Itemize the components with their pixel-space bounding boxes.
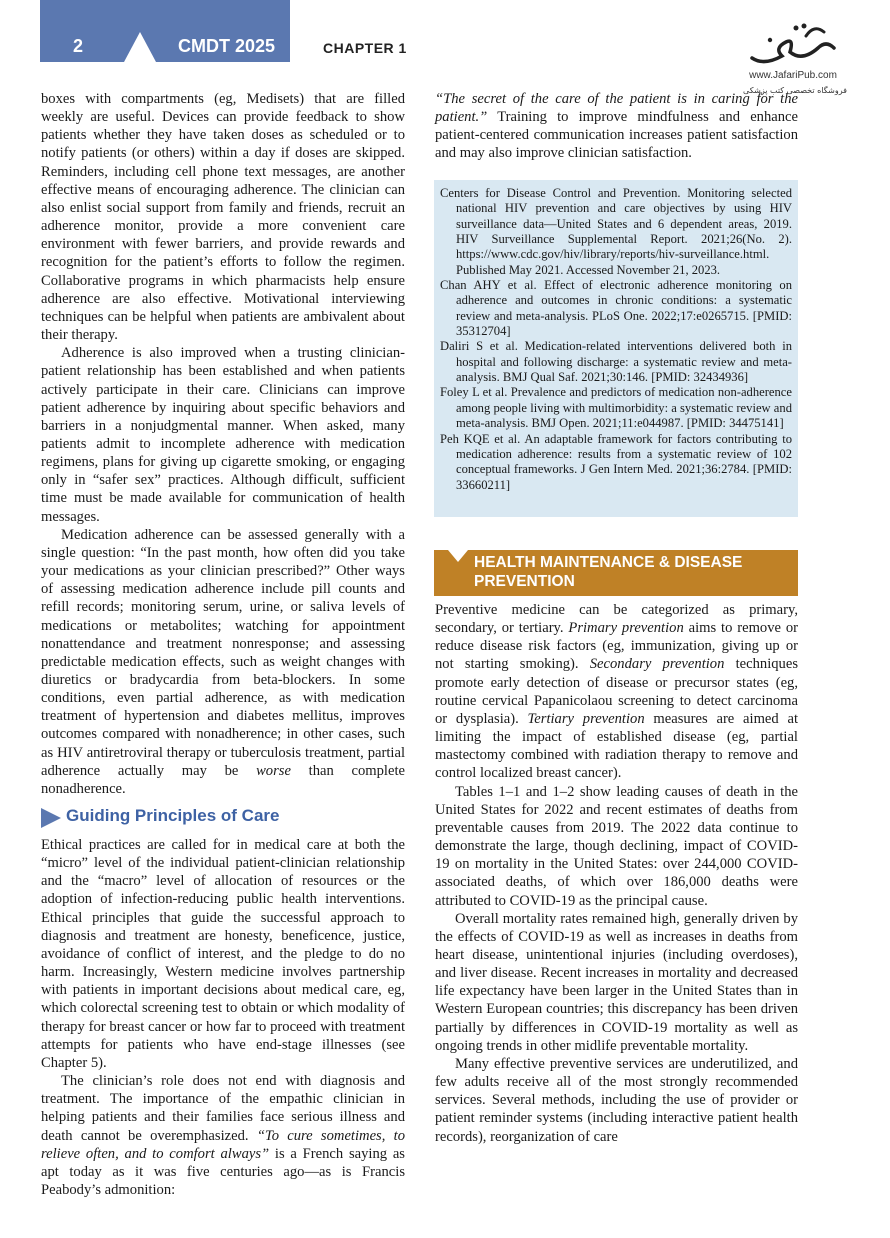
paragraph-peabody-quote: “The secret of the care of the patient is in caring for the patient.” Training to improve mindfulness and enhance patient-centered communication increases patient satisfaction and may also improve clinician satisfaction. [435, 91, 798, 162]
running-header-bar [40, 0, 290, 62]
paragraph-adherence-assessment: Medication adherence can be assessed generally with a single question: “In the past month, how often did you take your medications as your clinician prescribed?” Other ways of assessing medication adherence include pill counts and refill records; monitoring serum, urine, or saliva levels of medications or metabolites; watching for appointment nonattendance and treatment nonresponse; and assessing predictable medication effects, such as weight changes with diuretics or bradycardia from beta-blockers. In some conditions, even partial adherence, as with medication treatment of hypertension and diabetes mellitus, improves outcomes compared with nonadherence; in other cases, such as HIV antiretroviral therapy or tuberculosis treatment, partial adherence actually may be worse than complete nonadherence. [41, 526, 405, 797]
right-column-top [435, 90, 798, 163]
publisher-logo-icon [744, 18, 844, 68]
reference-item: Foley L et al. Prevalence and predictors of medication non-adherence among people living with multimorbidity: a systematic review and meta-analysis. BMJ Open. 2021;11:e044987. [PMID: 34475141] [440, 385, 792, 431]
heading-notch-icon [448, 550, 468, 562]
chapter-label: CHAPTER 1 [323, 40, 407, 56]
page-number: 2 [73, 36, 84, 56]
right-column-bottom [435, 601, 798, 1146]
watermark-tagline: فروشگاه تخصصی کتب پزشکی [743, 86, 847, 95]
paragraph-leading-causes: Tables 1–1 and 1–2 show leading causes of death in the United States for 2022 and recent estimates of deaths from preventable causes from 2019. The 2022 data continue to demonstrate the large, though declining, impact of COVID-19 on mortality in the United States: over 244,000 COVID-associated deaths, of which over 186,000 deaths were attributed to COVID-19 as the principal cause. [435, 783, 798, 909]
paragraph-prevention-types: Preventive medicine can be categorized as primary, secondary, or tertiary. Primary prevention aims to remove or reduce disease risk factors (eg, immunization, giving up or not starting smoking). Secondary prevention techniques promote early detection of disease or precursor states (eg, routine cervical Papanicolaou screening to detect carcinoma or dysplasia). Tertiary prevention measures are aimed at limiting the impact of established disease (eg, partial mastectomy combined with radiation therapy to remove and control localized breast cancer). [435, 602, 798, 782]
paragraph-preventive-services: Many effective preventive services are underutilized, and few adults receive all of the most strongly recommended services. Several methods, including the use of provider or patient reminder systems (including interactive patient health records), reorganization of care [435, 1055, 798, 1145]
paragraph-ethical-practices: Ethical practices are called for in medical care at both the “micro” level of the individual patient-clinician relationship and the “macro” level of allocation of resources or the adoption of infection-reducing public health interventions. Ethical principles that guide the successful approach to diagnosis and treatment are honesty, beneficence, justice, avoidance of conflict of interest, and the pledge to do no harm. Increasingly, Western medicine involves partnership with patients in important decisions about medical care, eg, which colorectal screening test to obtain or which modality of therapy for breast cancer or how far to proceed with treatment attempts for patients who have end-stage illnesses (see Chapter 5). [41, 837, 405, 1071]
health-heading-line2: PREVENTION [474, 573, 575, 590]
paragraph-reminders: boxes with compartments (eg, Medisets) that are filled weekly are useful. Devices can provide feedback to show patients whether they have taken doses as scheduled or to notify patients (or others) within a day if doses are skipped. Reminders, including cell phone text messages, are another effective means of encouraging adherence. The clinician can also enlist social support from family and friends, recruit an adherence monitor, provide a more convenient care environment with fewer barriers, and provide rewards and recognition for the patient’s efforts to follow the regimen. Collaborative programs in which pharmacists help ensure adherence are also effective. Motivational interviewing techniques can be helpful when patients are ambivalent about their therapy. [41, 91, 405, 344]
guiding-principles-title: Guiding Principles of Care [66, 806, 280, 825]
paragraph-mortality-rates: Overall mortality rates remained high, generally driven by the effects of COVID-19 as well as increases in deaths from heart disease, unintentional injuries (including overdoses), and liver disease. Recent increases in mortality and decreased life expectancy have been larger in the United States than in Western European countries; this discrepancy has been driven partially by differences in COVID-19 mortality as well as ongoing trends in other midlife preventable mortality. [435, 910, 798, 1054]
guiding-principles-heading [41, 806, 405, 830]
health-heading-line1: HEALTH MAINTENANCE & DISEASE [474, 554, 743, 571]
header-triangle-icon [124, 32, 156, 62]
reference-item: Peh KQE et al. An adaptable framework for factors contributing to medication adherence: results from a systematic review of 102 conceptual frameworks. J Gen Intern Med. 2021;36:2784. [PMID: 33660211] [440, 431, 792, 492]
paragraph-clinician-role: The clinician’s role does not end with diagnosis and treatment. The importance of the empathic clinician in helping patients and their families face serious illness and death cannot be overemphasized. “To cure sometimes, to relieve often, and to comfort always” is a French saying as apt today as it was five centuries ago—as is Francis Peabody’s admonition: [41, 1073, 405, 1198]
book-title: CMDT 2025 [178, 36, 276, 56]
reference-item: Centers for Disease Control and Prevention. Monitoring selected national HIV prevention and care objectives by using HIV surveillance data—United States and 6 dependent areas, 2019. HIV Surveillance Supplemental Report. 2021;26(No. 2). https://www.cdc.gov/hiv/library/reports/hiv-surveillance.html. Published May 2021. Accessed November 21, 2023. [440, 186, 792, 277]
heading-arrow-icon [41, 808, 61, 828]
reference-item: Chan AHY et al. Effect of electronic adherence monitoring on adherence and outcomes in chronic conditions: a systematic review and meta-analysis. PLoS One. 2022;17:e0265715. [PMID: 35312704] [440, 278, 792, 339]
watermark-url: www.JafariPub.com [749, 70, 837, 81]
left-column-top [41, 90, 405, 798]
references-box [434, 180, 798, 517]
paragraph-adherence-trust: Adherence is also improved when a trusting clinician-patient relationship has been established and when patients actively participate in their care. Clinicians can improve patient adherence by inquiring about specific behaviors and barriers in a nonjudgmental manner. When asked, many patients admit to incomplete adherence with medication regimens, plans for giving up cigarette smoking, or engaging only in “safer sex” practices. Although difficult, sufficient time must be made available for communication of health messages. [41, 345, 405, 525]
left-column-bottom [41, 836, 405, 1199]
reference-item: Daliri S et al. Medication-related interventions delivered both in hospital and following discharge: a systematic review and meta-analysis. BMJ Qual Saf. 2021;30:146. [PMID: 32434936] [440, 339, 792, 385]
health-maintenance-heading [434, 550, 798, 596]
